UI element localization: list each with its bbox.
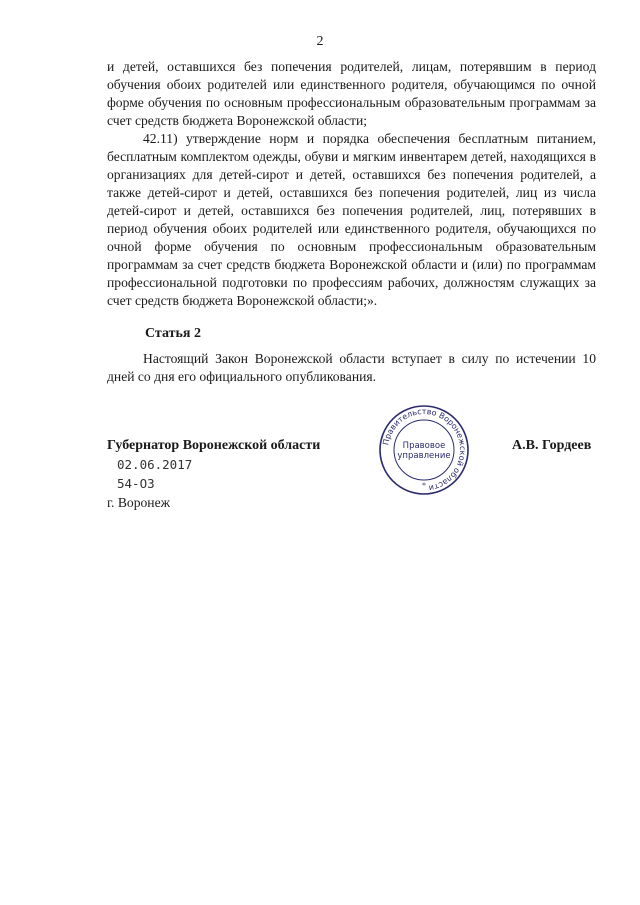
city: г. Воронеж xyxy=(107,495,170,510)
stamp-outer-text: Правительство Воронежской области xyxy=(381,406,468,493)
signatory-name: А.В. Гордеев xyxy=(512,438,592,453)
signatory-title: Губернатор Воронежской области xyxy=(107,438,321,453)
official-stamp xyxy=(378,404,470,496)
paragraph-effective-date: Настоящий Закон Воронежской области вступает в силу по истечении 10 дней со дня его официального опубликования. xyxy=(107,351,596,384)
law-date: 02.06.2017 xyxy=(117,457,193,472)
stamp-inner-line2: управление xyxy=(397,451,451,461)
article-heading: Статья 2 xyxy=(145,326,201,341)
stamp-inner-line1: Правовое xyxy=(402,441,446,451)
stamp-star: * xyxy=(422,481,426,490)
law-number: 54-ОЗ xyxy=(117,476,155,491)
paragraph-continuation: и детей, оставшихся без попечения родителей, лицам, потерявшим в период обучения обоих родителей или единственного родителя, обучающимся по очной форме обучения по основным профессиональным образовательным программам за счет средств бюджета Воронежской области; xyxy=(107,59,596,128)
paragraph-item-42-11: 42.11) утверждение норм и порядка обеспечения бесплатным питанием, бесплатным комплектом одежды, обуви и мягким инвентарем детей, находящихся в организациях для детей-сирот и детей, оставшихся без попечения родителей, а также детей-сирот и детей, оставшихся без попечения родителей, лиц из числа детей-сирот и детей, оставшихся без попечения родителей, лиц, потерявших в период обучения обоих родителей или единственного родителя, обучающихся по очной форме обучения по основным профессиональным образовательным программам за счет средств бюджета Воронежской области и (или) по программам профессиональной подготовки по профессиям рабочих, должностям служащих за счет средств бюджета Воронежской области;». xyxy=(107,131,596,308)
page-number: 2 xyxy=(316,34,324,49)
